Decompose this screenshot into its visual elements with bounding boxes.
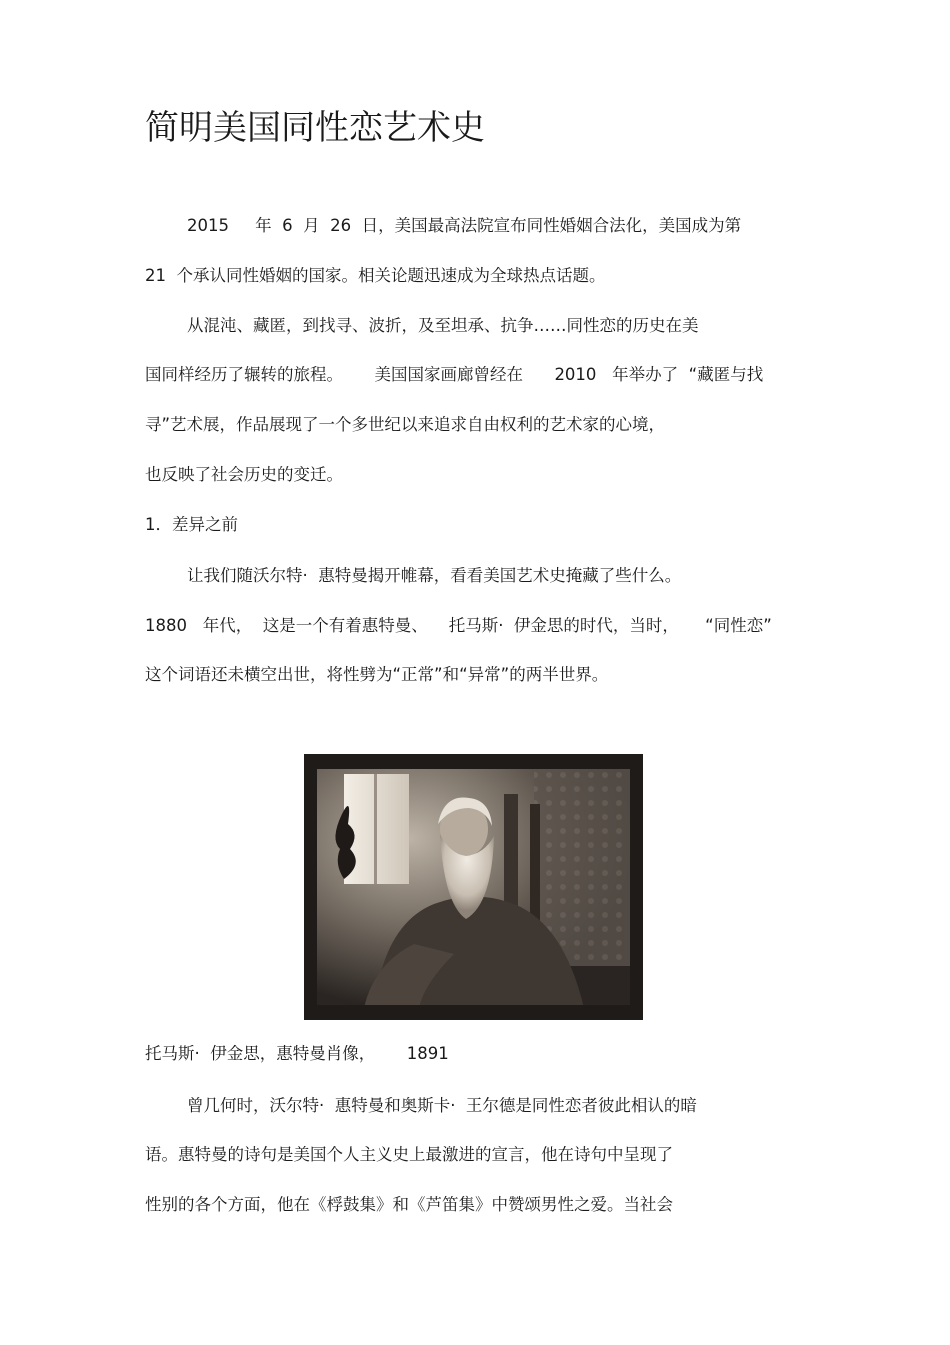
body-line: 也反映了社会历史的变迁。 bbox=[145, 465, 343, 484]
body-line: 性别的各个方面，他在《桴鼓集》和《芦笛集》中赞颂男性之爱。当社会 bbox=[145, 1195, 673, 1214]
body-line: 曾几何时，沃尔特· 惠特曼和奥斯卡· 王尔德是同性恋者彼此相认的暗 bbox=[145, 1096, 697, 1115]
page-title: 简明美国同性恋艺术史 bbox=[145, 108, 485, 148]
body-line: 让我们随沃尔特· 惠特曼揭开帷幕，看看美国艺术史掩藏了些什么。 bbox=[145, 566, 682, 585]
body-line: 这个词语还未横空出世，将性劈为“正常”和“异常”的两半世界。 bbox=[145, 665, 609, 684]
body-line: 语。惠特曼的诗句是美国个人主义史上最激进的宣言，他在诗句中呈现了 bbox=[145, 1145, 673, 1164]
body-line: 1880 年代， 这是一个有着惠特曼、 托马斯· 伊金思的时代，当时， “同性恋” bbox=[145, 616, 772, 635]
photo-caption: 托马斯· 伊金思，惠特曼肖像， 1891 bbox=[145, 1044, 449, 1063]
body-line: 国同样经历了辗转的旅程。 美国国家画廊曾经在 2010 年举办了 “藏匿与找 bbox=[145, 365, 764, 384]
body-line: 寻”艺术展，作品展现了一个多世纪以来追求自由权利的艺术家的心境， bbox=[145, 415, 666, 434]
body-line: 2015 年 6 月 26 日，美国最高法院宣布同性婚姻合法化，美国成为第 bbox=[145, 216, 742, 235]
portrait-image bbox=[304, 754, 643, 1020]
body-line: 21 个承认同性婚姻的国家。相关论题迅速成为全球热点话题。 bbox=[145, 266, 606, 285]
section-heading: 1．差异之前 bbox=[145, 515, 238, 534]
body-line: 从混沌、藏匿，到找寻、波折，及至坦承、抗争……同性恋的历史在美 bbox=[145, 316, 699, 335]
whitman-portrait-photo bbox=[304, 754, 643, 1020]
